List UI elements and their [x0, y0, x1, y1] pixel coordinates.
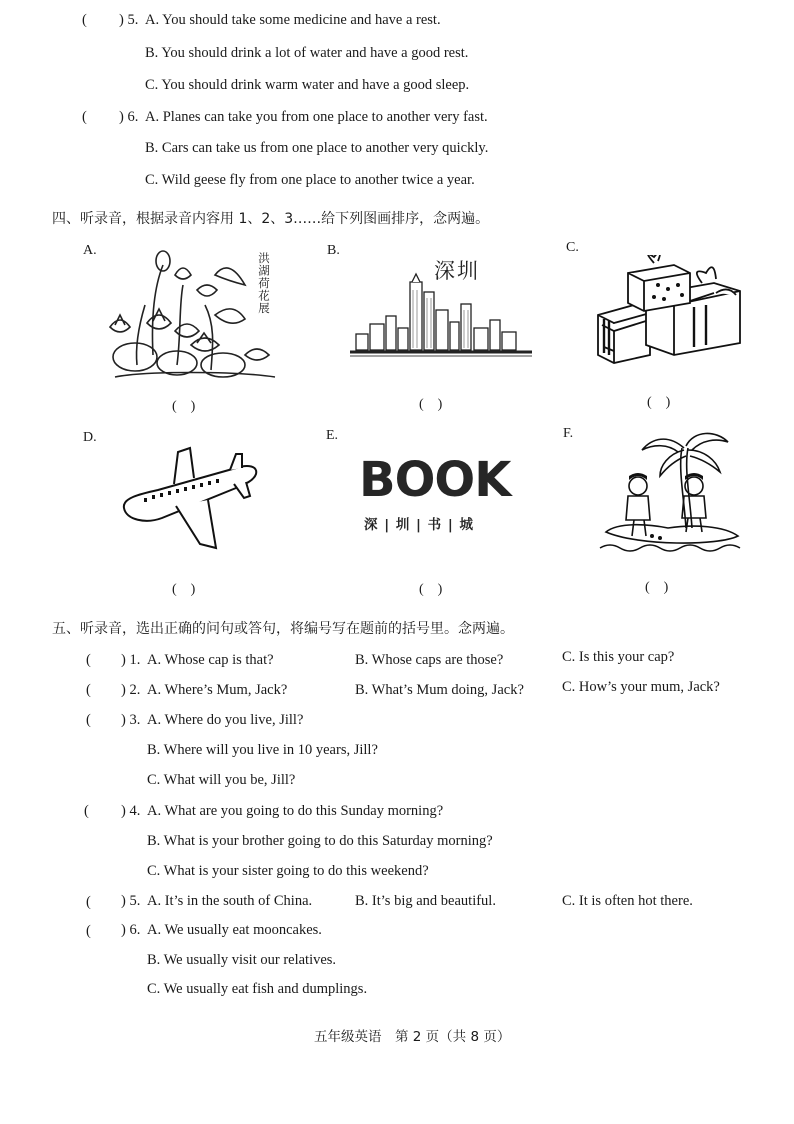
order-blank[interactable]: ( )	[172, 582, 196, 597]
order-blank[interactable]: ( )	[647, 395, 671, 410]
option-a: A. Planes can take you from one place to another very fast.	[145, 109, 488, 125]
question-number: ) 5.	[119, 12, 139, 28]
airplane-picture	[118, 440, 260, 554]
island-picture	[598, 428, 746, 556]
question-number: ) 4.	[121, 803, 141, 819]
book-logo: BOOK	[359, 452, 511, 508]
answer-paren[interactable]: (	[86, 894, 91, 910]
skyline-caption: 深圳	[434, 259, 480, 283]
picture-label: A.	[83, 243, 97, 258]
answer-paren[interactable]: (	[86, 712, 91, 728]
lotus-caption: 洪湖荷花展	[257, 252, 271, 315]
answer-paren[interactable]: (	[82, 109, 87, 125]
picture-label: B.	[327, 243, 340, 258]
question-number: ) 6.	[121, 922, 141, 938]
order-blank[interactable]: ( )	[645, 580, 669, 595]
picture-label: E.	[326, 428, 339, 443]
gifts-picture	[594, 255, 744, 365]
option-c: C. It is often hot there.	[562, 893, 693, 909]
question-number: ) 1.	[121, 652, 141, 668]
option-b: B. Whose caps are those?	[355, 652, 504, 668]
order-blank[interactable]: ( )	[419, 582, 443, 597]
page-footer: 五年级英语 第 2 页（共 8 页）	[314, 1029, 511, 1045]
option-a: A. What are you going to do this Sunday morning?	[147, 803, 444, 819]
section-heading: 五、听录音，选出正确的问句或答句，将编号写在题前的括号里。念两遍。	[52, 621, 514, 637]
option-c: C. You should drink warm water and have a good sleep.	[145, 77, 470, 93]
option-a: A. Where’s Mum, Jack?	[147, 682, 288, 698]
option-a: A. It’s in the south of China.	[147, 893, 313, 909]
picture-label: C.	[566, 240, 579, 255]
answer-paren[interactable]: (	[82, 12, 87, 28]
option-c: C. What is your sister going to do this weekend?	[147, 863, 429, 879]
option-a: A. You should take some medicine and have a rest.	[145, 12, 441, 28]
option-c: C. How’s your mum, Jack?	[562, 679, 720, 695]
answer-paren[interactable]: (	[86, 652, 91, 668]
picture-label: F.	[563, 426, 574, 441]
option-a: A. Whose cap is that?	[147, 652, 274, 668]
question-number: ) 5.	[121, 893, 141, 909]
option-c: C. What will you be, Jill?	[147, 772, 296, 788]
option-b: B. We usually visit our relatives.	[147, 952, 337, 968]
order-blank[interactable]: ( )	[419, 397, 443, 412]
option-c: C. Wild geese fly from one place to another twice a year.	[145, 172, 475, 188]
question-number: ) 3.	[121, 712, 141, 728]
picture-label: D.	[83, 430, 97, 445]
option-b: B. You should drink a lot of water and have a good rest.	[145, 45, 469, 61]
order-blank[interactable]: ( )	[172, 399, 196, 414]
option-b: B. What is your brother going to do this Saturday morning?	[147, 833, 493, 849]
option-a: A. We usually eat mooncakes.	[147, 922, 322, 938]
option-b: B. Where will you live in 10 years, Jill?	[147, 742, 378, 758]
question-number: ) 6.	[119, 109, 139, 125]
option-c: C. We usually eat fish and dumplings.	[147, 981, 368, 997]
option-b: B. What’s Mum doing, Jack?	[355, 682, 524, 698]
option-b: B. It’s big and beautiful.	[355, 893, 496, 909]
answer-paren[interactable]: (	[84, 803, 89, 819]
option-b: B. Cars can take us from one place to another very quickly.	[145, 140, 489, 156]
book-logo-subtitle: 深 | 圳 | 书 | 城	[364, 517, 474, 533]
question-number: ) 2.	[121, 682, 141, 698]
answer-paren[interactable]: (	[86, 923, 91, 939]
option-a: A. Where do you live, Jill?	[147, 712, 304, 728]
option-c: C. Is this your cap?	[562, 649, 675, 665]
section-heading: 四、听录音，根据录音内容用 1、2、3……给下列图画排序，念两遍。	[52, 211, 490, 227]
answer-paren[interactable]: (	[86, 682, 91, 698]
